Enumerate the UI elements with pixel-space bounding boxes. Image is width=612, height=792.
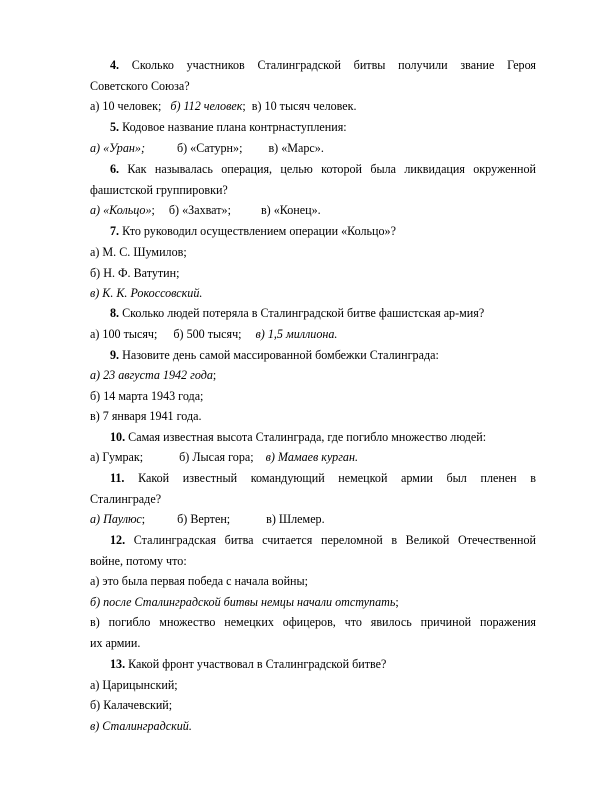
answer-b: б) Лысая гора; [179, 450, 254, 464]
question-text: Сколько людей потеряла в Сталинградской битве фашистская ар-мия? [119, 306, 485, 320]
answer-a-punct: ; [151, 203, 155, 217]
question-number: 5. [110, 120, 120, 134]
answer-b-punct: ; [242, 99, 246, 113]
answer-c-cont: их армии. [90, 636, 141, 650]
answer-b-punct: ; [395, 595, 399, 609]
question-text: Как называлась операция, целью которой была ликвидация окруженной [119, 162, 536, 176]
question-6-cont: фашистской группировки? [90, 183, 228, 197]
question-4 [90, 58, 536, 72]
answer-a-text: а) 23 августа 1942 года [90, 368, 213, 382]
question-12 [90, 533, 536, 547]
answer-b: б) 14 марта 1943 года; [90, 389, 204, 403]
answer-c-correct [90, 286, 536, 300]
question-5 [110, 120, 556, 134]
question-number: 7. [110, 224, 120, 238]
answer-a-punct: ; [141, 512, 146, 526]
answers-5 [90, 141, 536, 155]
question-text: Самая известная высота Сталинграда, где погибло множество людей: [125, 430, 487, 444]
answer-c-correct: в) 1,5 миллиона. [255, 327, 338, 341]
answer-c-correct [90, 719, 536, 733]
question-number: 12. [110, 533, 126, 547]
answers-10 [90, 450, 536, 464]
question-number: 6. [110, 162, 120, 176]
answer-b: б) «Сатурн»; [176, 141, 243, 155]
answer-a-punct: ; [212, 368, 217, 382]
answer-b: б) Калачевский; [90, 698, 173, 712]
question-11-cont: Сталинграде? [90, 492, 162, 506]
answer-b-correct: б) 112 человек [170, 99, 243, 113]
question-8 [110, 306, 556, 320]
question-12-cont: войне, потому что: [90, 554, 187, 568]
answer-c: в) 7 января 1941 года. [90, 409, 202, 423]
answer-c-text: в) К. К. Рокоссовский. [90, 286, 203, 300]
answer-b-correct [90, 595, 536, 609]
answer-b-text: б) после Сталинградской битвы немцы начали отступать [90, 595, 396, 609]
answer-a-correct: а) «Уран»; [90, 141, 145, 155]
answer-b: б) Вертен; [177, 512, 231, 526]
question-number: 10. [110, 430, 126, 444]
answer-b: б) Н. Ф. Ватутин; [90, 266, 180, 280]
question-6 [90, 162, 536, 176]
question-7 [110, 224, 556, 238]
answer-c-text: в) Сталинградский. [90, 719, 192, 733]
answers-4 [90, 99, 536, 113]
answer-b: б) «Захват»; [168, 203, 231, 217]
answer-a-correct: а) «Кольцо» [90, 203, 152, 217]
answer-a: а) Гумрак; [90, 450, 144, 464]
answer-c-correct: в) Мамаев курган. [265, 450, 358, 464]
answer-c: в) «Конец». [260, 203, 321, 217]
answer-a: а) М. С. Шумилов; [90, 245, 187, 259]
answer-a: а) 10 человек; [90, 99, 162, 113]
answers-6 [90, 203, 536, 217]
question-text: Сталинградская битва считается переломной в Великой Отечественной [125, 533, 536, 547]
question-4-cont: Советского Союза? [90, 79, 190, 93]
question-number: 11. [110, 471, 125, 485]
question-text: Кодовое название плана контрнаступления: [119, 120, 347, 134]
question-number: 4. [110, 58, 120, 72]
answer-c: в) погибло множество немецких офицеров, что явилось причиной поражения [90, 615, 536, 629]
question-text: Сколько участников Сталинградской битвы получили звание Героя [119, 58, 536, 72]
question-10 [110, 430, 556, 444]
question-number: 13. [110, 657, 126, 671]
question-9 [110, 348, 556, 362]
answer-b: б) 500 тысяч; [173, 327, 242, 341]
question-11 [90, 471, 536, 485]
question-text: Какой известный командующий немецкой армии был пленен в [124, 471, 536, 485]
answer-c: в) Шлемер. [266, 512, 325, 526]
question-number: 9. [110, 348, 120, 362]
question-text: Какой фронт участвовал в Сталинградской битве? [125, 657, 387, 671]
question-number: 8. [110, 306, 120, 320]
answer-c: в) «Марс». [268, 141, 324, 155]
question-text: Кто руководил осуществлением операции «Кольцо»? [119, 224, 396, 238]
answer-a-correct [90, 368, 536, 382]
question-13 [110, 657, 556, 671]
answers-8 [90, 327, 536, 341]
answer-a-correct: а) Паулюс [90, 512, 142, 526]
answer-c: в) 10 тысяч человек. [251, 99, 357, 113]
answer-a: а) это была первая победа с начала войны; [90, 574, 308, 588]
answers-11 [90, 512, 536, 526]
question-text: Назовите день самой массированной бомбежки Сталинграда: [119, 348, 439, 362]
answer-a: а) 100 тысяч; [90, 327, 158, 341]
answer-a: а) Царицынский; [90, 678, 178, 692]
